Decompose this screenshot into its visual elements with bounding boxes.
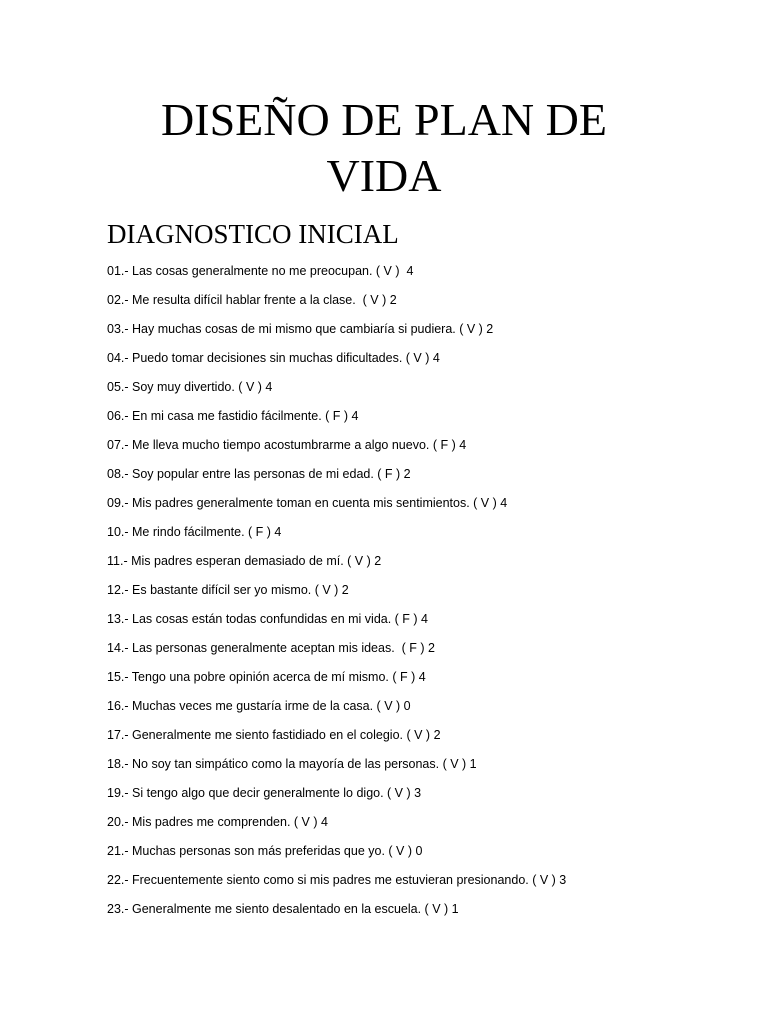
list-item: 01.- Las cosas generalmente no me preocupan. ( V ) 4	[107, 264, 414, 278]
list-item: 20.- Mis padres me comprenden. ( V ) 4	[107, 815, 328, 829]
title-line-1: DISEÑO DE PLAN DE	[161, 94, 607, 145]
list-item: 19.- Si tengo algo que decir generalmente lo digo. ( V ) 3	[107, 786, 422, 800]
list-item: 08.- Soy popular entre las personas de mi edad. ( F ) 2	[107, 467, 411, 481]
list-item: 04.- Puedo tomar decisiones sin muchas dificultades. ( V ) 4	[107, 351, 440, 365]
list-item: 02.- Me resulta difícil hablar frente a la clase. ( V ) 2	[107, 293, 397, 307]
list-item: 12.- Es bastante difícil ser yo mismo. ( V ) 2	[107, 583, 349, 597]
list-item: 11.- Mis padres esperan demasiado de mí. ( V ) 2	[107, 554, 382, 568]
section-heading: DIAGNOSTICO INICIAL	[107, 219, 399, 249]
list-item: 18.- No soy tan simpático como la mayoría de las personas. ( V ) 1	[107, 757, 477, 771]
questionnaire-list	[107, 261, 747, 928]
list-item: 03.- Hay muchas cosas de mi mismo que cambiaría si pudiera. ( V ) 2	[107, 322, 494, 336]
list-item: 09.- Mis padres generalmente toman en cuenta mis sentimientos. ( V ) 4	[107, 496, 508, 510]
list-item: 07.- Me lleva mucho tiempo acostumbrarme a algo nuevo. ( F ) 4	[107, 438, 467, 452]
list-item: 16.- Muchas veces me gustaría irme de la casa. ( V ) 0	[107, 699, 411, 713]
list-item: 10.- Me rindo fácilmente. ( F ) 4	[107, 525, 282, 539]
list-item: 06.- En mi casa me fastidio fácilmente. ( F ) 4	[107, 409, 359, 423]
document-title	[0, 92, 768, 204]
list-item: 13.- Las cosas están todas confundidas en mi vida. ( F ) 4	[107, 612, 429, 626]
list-item: 21.- Muchas personas son más preferidas que yo. ( V ) 0	[107, 844, 423, 858]
list-item: 14.- Las personas generalmente aceptan mis ideas. ( F ) 2	[107, 641, 435, 655]
list-item: 15.- Tengo una pobre opinión acerca de mí mismo. ( F ) 4	[107, 670, 426, 684]
list-item: 22.- Frecuentemente siento como si mis padres me estuvieran presionando. ( V ) 3	[107, 873, 567, 887]
list-item: 17.- Generalmente me siento fastidiado en el colegio. ( V ) 2	[107, 728, 441, 742]
list-item: 05.- Soy muy divertido. ( V ) 4	[107, 380, 273, 394]
list-item: 23.- Generalmente me siento desalentado en la escuela. ( V ) 1	[107, 902, 459, 916]
title-line-2: VIDA	[326, 150, 442, 201]
